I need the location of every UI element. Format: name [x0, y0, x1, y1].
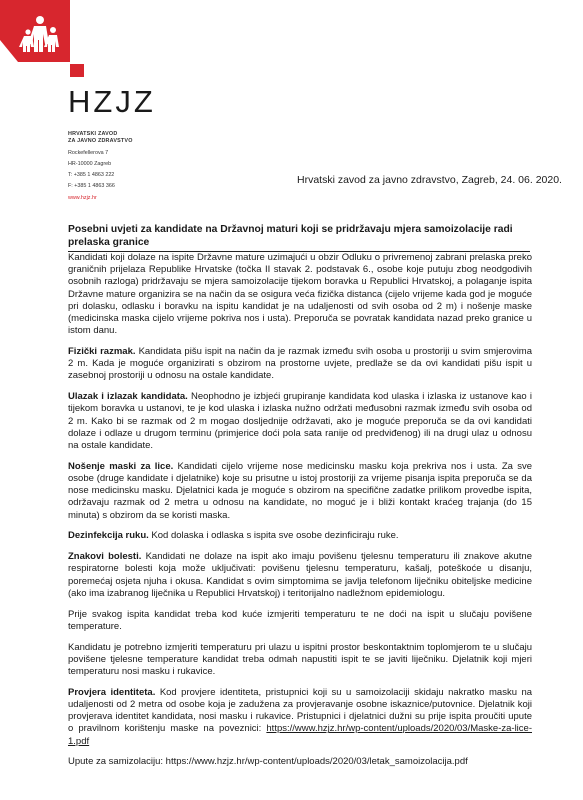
document-body: [68, 252, 532, 777]
logo-wordmark: HZJZ: [68, 84, 156, 119]
org-address-block: [68, 131, 133, 202]
self-isolation-note: Upute za samizolaciju: https://www.hzjz.hr/wp-content/uploads/2020/03/letak_samoizolacija.pdf: [68, 756, 468, 768]
section-hand-disinfection: [68, 530, 532, 542]
paragraph-temperature-home: Prije svakog ispita kandidat treba kod kuće izmjeriti temperaturu te ne doći na ispit u slučaju povišene temperature.: [68, 608, 532, 632]
logo-accent-square: [70, 64, 84, 77]
section-text: Kod provjere identiteta, pristupnici koji su u samoizolaciji skidaju nakratko masku na udaljenosti od 2 metra od osobe koja je zadužena za provjeravanje osobne iskaznice/putovnice. Djelatnik koji provjerava identitet kandidata, nosi masku i rukavice. Pristupnici i djelatnici dužni su prije ispita proučiti upute o pravilnom korištenju maske na poveznici:: [68, 686, 533, 735]
org-phone: T: +385 1 4863 222: [68, 172, 115, 179]
section-illness-signs: [68, 551, 532, 600]
section-identity-check: [68, 687, 532, 748]
paragraph-temperature-entry: Kandidatu je potrebno izmjeriti temperaturu pri ulazu u ispitni prostor beskontaktnim toplomjerom te u slučaju povišene tjelesne temperature kandidat treba odmah napustiti ispit te se javiti liječniku. Djelatnik koji mjeri temperaturu nosi masku i rukavice.: [68, 641, 532, 678]
section-text: Kandidati ne dolaze na ispit ako imaju povišenu tjelesnu temperaturu ili znakove akutne respiratorne bolesti koja može uključivati: povišenu tjelesnu temperaturu, kašalj, poteškoće u disanju, poremećaj osjeta njuha i okusa. Kandidat s ovim simptomima se javlja telefonom liječniku obiteljske medicine (ako ima izabranog liječnika u Republici Hrvatskoj) i teritorijalno nadležnom epidemiologu.: [68, 551, 533, 599]
section-heading: Ulazak i izlazak kandidata.: [68, 391, 188, 403]
section-heading: Provjera identiteta.: [68, 686, 156, 698]
section-heading: Nošenje maski za lice.: [68, 460, 174, 472]
section-heading: Dezinfekcija ruku.: [68, 530, 149, 542]
mask-guide-link[interactable]: https://www.hzjz.hr/wp-content/uploads/2020/03/Maske-za-lice-1.pdf: [68, 723, 532, 747]
hzjz-logo-graphic: [0, 0, 70, 62]
intro-paragraph: Kandidati koji dolaze na ispite Državne mature uzimajući u obzir Odluku o privremenoj zabrani prelaska preko graničnih prijelaza Republike Hrvatske (točka II stavak 2. podstavak 6., osobe koje putuju zbog neodgodivih osobnih razloga) pridržavaju se mjera samoizolacije tijekom boravka u Republici Hrvatskoj, a polaganje ispita Državne mature organizira se na način da se osigura veća fizička distanca (cijelo vrijeme kada god je moguće pri dolasku, odlasku i boravku na ispitu kandidat je na udaljenosti od svih osoba od 2 m) i nošenje maske (medicinska maska cijelo vrijeme pokriva nos i usta). Preporuča se povratak kandidata nazad preko granice u istom danu.: [68, 252, 532, 337]
section-physical-distance: [68, 346, 532, 383]
org-fax: F: +385 1 4863 366: [68, 183, 115, 190]
org-address-street: Rockefellerova 7: [68, 149, 109, 156]
section-text: Kod dolaska i odlaska s ispita sve osobe dezinficiraju ruke.: [148, 530, 399, 542]
section-text: Kandidata pišu ispit na način da je razmak između svih osoba u prostoriji u svim smjerovima 2 m. Kada je moguće organizirati s obzirom na prostorne uvjete, predlaže se da ovi kandidati pišu ispit u zasebnoj prostoriji u odnosu na ostale kandidate.: [68, 346, 532, 382]
document-title: Posebni uvjeti za kandidate na Državnoj maturi koji se pridržavaju mjera samoizolacije radi prelaska granice: [68, 223, 530, 252]
section-text: Kandidati cijelo vrijeme nose medicinsku masku koja prekriva nos i usta. Za sve osobe (druge kandidate i djelatnike) koje su prisutne u istoj prostoriji za vrijeme pisanja ispita preporuča se da nose medicinsku masku. Djelatnici kada je moguće s obzirom na specifične zadatke prilikom provedbe ispita, održavaju razmak od 2 metra u odnosu na kandidate, no moguć je i bliži kontakt kraćeg trajanja (do 15 minuta) s obzirom da se koristi maska.: [68, 460, 532, 521]
section-text: Neophodno je izbjeći grupiranje kandidata kod ulaska i izlaska iz ustanove kao i tijekom boravka u ustanovi, te je kod ulaska i izlaska nužno održati međusobni razmak između svih osoba od 2 m. Kako bi se razmak od 2 m mogao dosljednije održavati, ako je moguće preporuča se da ovi kandidati dolaze i odlaze u drugom terminu (primjerice doći pola sata ranije od predviđenog) ili na drugi ulaz u odnosu na ostale kandidate.: [68, 391, 532, 452]
org-address-city: HR-10000 Zagreb: [68, 160, 112, 167]
org-name-line1: HRVATSKI ZAVOD: [68, 131, 118, 137]
section-entry-exit: [68, 391, 532, 452]
org-website: www.hzjz.hr: [68, 194, 97, 201]
section-heading: Znakovi bolesti.: [68, 551, 142, 563]
date-line: Hrvatski zavod za javno zdravstvo, Zagreb, 24. 06. 2020.: [297, 174, 562, 186]
org-name-line2: ZA JAVNO ZDRAVSTVO: [68, 138, 133, 145]
section-face-masks: [68, 461, 532, 522]
section-heading: Fizički razmak.: [68, 346, 136, 358]
